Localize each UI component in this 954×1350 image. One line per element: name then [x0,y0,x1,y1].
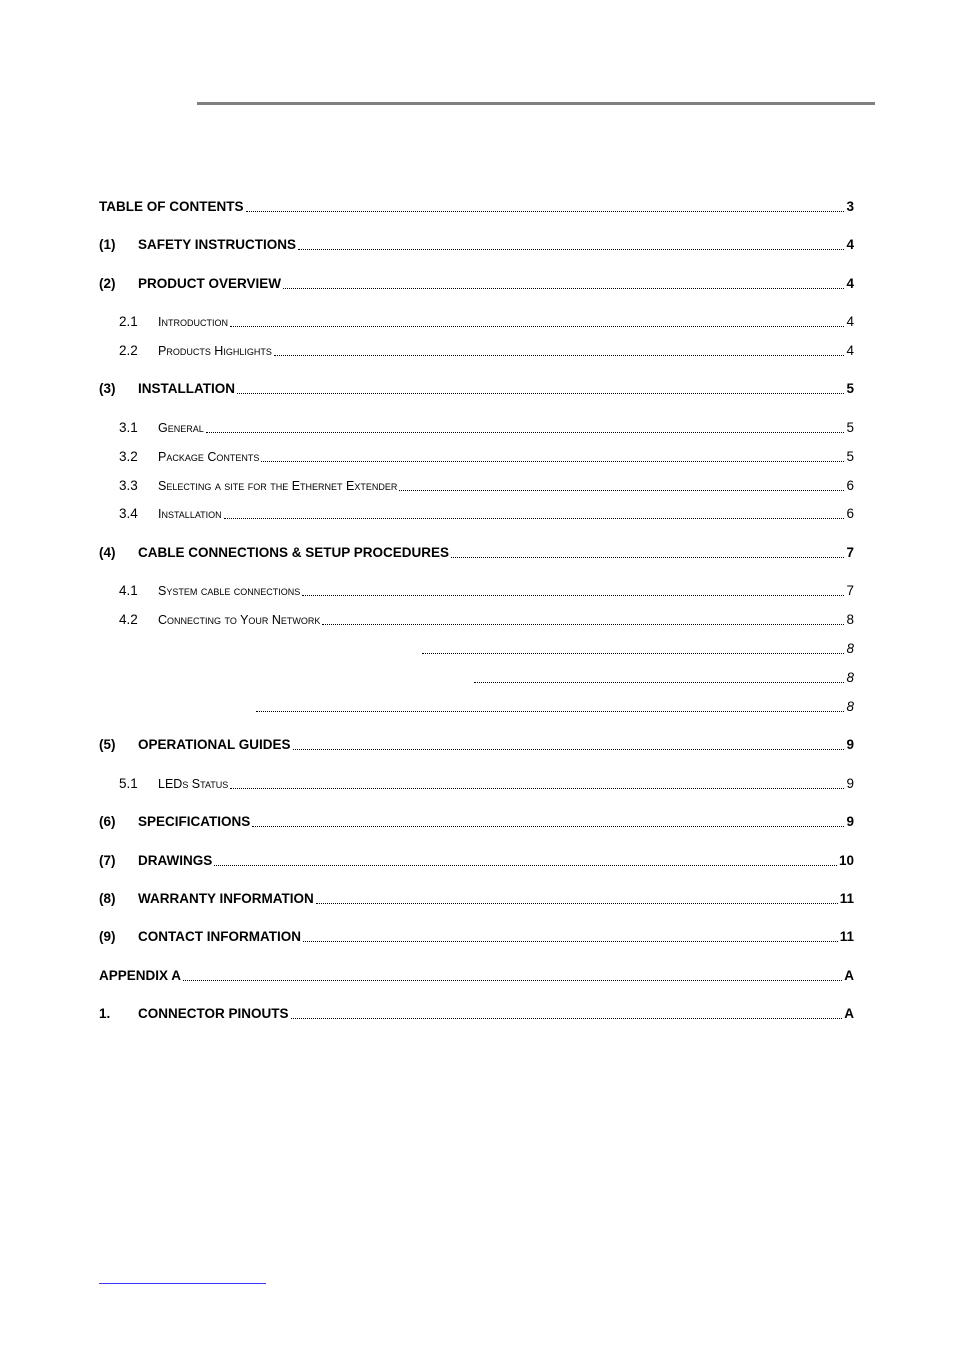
toc-entry-title: Introduction [158,315,228,329]
toc-entry-product-overview[interactable] [99,275,854,293]
toc-entry-number: 3.3 [119,478,138,493]
dot-leader [474,682,844,683]
toc-entry-number: 3.2 [119,449,138,464]
toc-entry-title: WARRANTY INFORMATION [138,891,314,906]
toc-entry-number: 1. [99,1006,111,1021]
toc-entry-number: 2.2 [119,343,138,358]
toc-entry-number: 3.4 [119,506,138,521]
toc-entry-title: DRAWINGS [138,853,213,868]
dot-leader [303,941,838,942]
dot-leader [274,355,845,356]
dot-leader [302,595,844,596]
toc-entry-title: Connecting to Your Network [158,613,321,627]
toc-entry-page: 6 [846,506,854,521]
footer-link-underline[interactable] [99,1283,266,1284]
toc-entry-page: 8 [846,641,854,656]
toc-entry-operational-guides[interactable] [99,736,854,754]
toc-entry-page: 5 [846,449,854,464]
dot-leader [214,865,837,866]
toc-entry-drawings[interactable] [99,852,854,870]
toc-entry-untitled[interactable] [472,669,854,687]
dot-leader [261,461,844,462]
toc-entry-connector-pinouts[interactable] [99,1005,854,1023]
toc-entry-products-highlights[interactable] [99,342,854,360]
toc-entry-title: INSTALLATION [138,381,235,396]
dot-leader [246,211,845,212]
toc-entry-number: (7) [99,853,116,868]
toc-entry-page: 9 [846,737,854,752]
dot-leader [399,490,844,491]
toc-entry-appendix-a[interactable] [99,967,854,985]
toc-entry-system-cable-connections[interactable] [99,582,854,600]
toc-entry-page: 5 [846,420,854,435]
toc-entry-installation-subsection[interactable] [99,505,854,523]
toc-entry-title: PRODUCT OVERVIEW [138,276,282,291]
toc-entry-selecting-a-site[interactable] [99,477,854,495]
toc-entry-page: 5 [846,381,854,396]
toc-entry-specifications[interactable] [99,813,854,831]
dot-leader [298,249,844,250]
toc-entry-safety-instructions[interactable] [99,236,854,254]
dot-leader [252,826,844,827]
dot-leader [230,788,844,789]
toc-entry-title: CONNECTOR PINOUTS [138,1006,289,1021]
toc-entry-untitled[interactable] [254,698,854,716]
toc-entry-page: 6 [846,478,854,493]
toc-entry-title: LEDs Status [158,777,229,791]
toc-entry-title: OPERATIONAL GUIDES [138,737,291,752]
dot-leader [291,1018,843,1019]
toc-entry-page: 9 [846,814,854,829]
toc-entry-number: 4.1 [119,583,138,598]
toc-entry-introduction[interactable] [99,313,854,331]
toc-entry-warranty-information[interactable] [99,890,854,908]
toc-entry-number: (1) [99,237,116,252]
toc-entry-title: Package Contents [158,450,260,464]
dot-leader [451,557,844,558]
toc-entry-cable-connections[interactable] [99,544,854,562]
toc-entry-leds-status[interactable] [99,775,854,793]
toc-entry-title: Products Highlights [158,344,272,358]
toc-entry-title: Installation [158,507,222,521]
toc-entry-connecting-to-your-network[interactable] [99,611,854,629]
toc-entry-title: General [158,421,204,435]
dot-leader [283,288,844,289]
toc-entry-page: 4 [846,343,854,358]
dot-leader [322,624,844,625]
toc-entry-title: System cable connections [158,584,301,598]
toc-entry-number: 2.1 [119,314,138,329]
toc-entry-page: 4 [846,276,854,291]
toc-entry-page: 11 [839,891,854,906]
toc-entry-untitled[interactable] [420,640,854,658]
toc-entry-page: 3 [846,199,854,214]
toc-entry-number: (5) [99,737,116,752]
toc-entry-page: 8 [846,670,854,685]
dot-leader [206,432,845,433]
toc-entry-number: 4.2 [119,612,138,627]
toc-entry-number: 3.1 [119,420,138,435]
toc-entry-contact-information[interactable] [99,928,854,946]
toc-entry-table-of-contents[interactable] [99,198,854,216]
toc-entry-page: 10 [838,853,854,868]
toc-entry-page: 8 [846,699,854,714]
toc-entry-general[interactable] [99,419,854,437]
toc-entry-number: (4) [99,545,116,560]
dot-leader [224,518,845,519]
toc-entry-number: (2) [99,276,116,291]
dot-leader [422,653,844,654]
toc-entry-title: Selecting a site for the Ethernet Extender [158,479,398,493]
toc-entry-title: CONTACT INFORMATION [138,929,301,944]
toc-entry-page: 8 [846,612,854,627]
toc-entry-page: 4 [846,314,854,329]
toc-entry-page: 4 [846,237,854,252]
toc-entry-title: APPENDIX A [99,968,182,983]
toc-entry-title: SPECIFICATIONS [138,814,251,829]
toc-entry-title: CABLE CONNECTIONS & SETUP PROCEDURES [138,545,450,560]
toc-entry-package-contents[interactable] [99,448,854,466]
toc-entry-number: 5.1 [119,776,138,791]
toc-entry-number: (3) [99,381,116,396]
toc-entry-page: 9 [846,776,854,791]
toc-entry-number: (8) [99,891,116,906]
toc-entry-page: A [844,968,854,983]
dot-leader [316,903,838,904]
toc-entry-title: SAFETY INSTRUCTIONS [138,237,297,252]
dot-leader [237,393,844,394]
header-rule [197,102,875,105]
toc-entry-page: A [844,1006,854,1021]
dot-leader [230,326,845,327]
dot-leader [256,711,844,712]
toc-entry-installation-section[interactable] [99,380,854,398]
toc-entry-page: 7 [846,545,854,560]
toc-entry-title: TABLE OF CONTENTS [99,199,244,214]
toc-entry-page: 11 [839,929,854,944]
toc-entry-number: (9) [99,929,116,944]
dot-leader [183,980,842,981]
toc-entry-page: 7 [846,583,854,598]
dot-leader [293,749,845,750]
toc-entry-number: (6) [99,814,116,829]
